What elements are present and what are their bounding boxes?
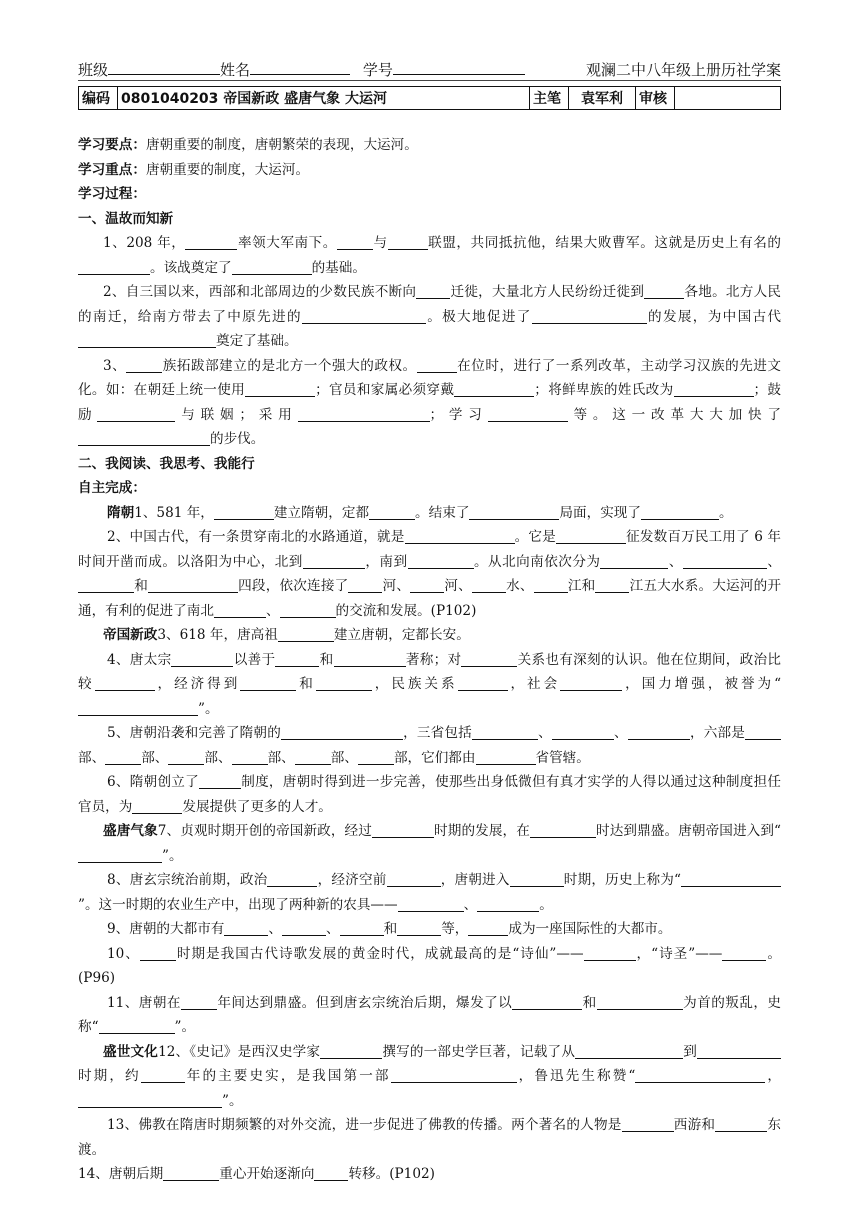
fill-blank[interactable] (141, 1066, 185, 1083)
question-text: 奠定了基础。 (216, 333, 298, 349)
question-text: ，六部是 (689, 725, 746, 741)
fill-blank[interactable] (398, 895, 464, 912)
fill-blank[interactable] (715, 1115, 767, 1132)
question-text: 10、 (107, 945, 140, 962)
fill-blank[interactable] (280, 601, 336, 618)
fill-blank[interactable] (78, 576, 134, 593)
fill-blank[interactable] (595, 576, 629, 593)
fill-blank[interactable] (745, 723, 781, 740)
fill-blank[interactable] (105, 748, 141, 765)
question-text: 四段，依次连接了 (237, 578, 349, 594)
fill-blank[interactable] (232, 748, 268, 765)
question-text: 8、唐玄宗统治前期，政治 (107, 872, 268, 888)
fill-blank[interactable] (469, 503, 559, 520)
question-text: 与联姻；采用 (175, 406, 298, 423)
question-text: ，三省包括 (402, 725, 472, 741)
fill-blank[interactable] (472, 576, 506, 593)
question-text: ；鼓励 (78, 382, 782, 423)
fill-blank[interactable] (132, 797, 182, 814)
fill-blank[interactable] (348, 576, 382, 593)
question-text: 、 (668, 553, 683, 570)
question-text: 和 (134, 578, 148, 594)
question-text: 和 (296, 676, 316, 692)
question-text: 征发数百万民工用了 6 年时间开凿而成。以洛阳为中心，北到 (78, 529, 781, 570)
fill-blank[interactable] (214, 601, 266, 618)
question-text: 时期，约 (78, 1068, 141, 1084)
fill-blank[interactable] (584, 944, 636, 961)
school-title: 观澜二中八年级上册历社学案 (585, 61, 781, 79)
question-text: 各地。北方人民的南迁，给南方带去了中原先进的 (78, 284, 782, 325)
fill-blank[interactable] (78, 1091, 222, 1108)
fill-blank[interactable] (295, 748, 331, 765)
question-text: 以善于 (233, 651, 276, 668)
question-text: 3、618 年，唐高祖 (157, 627, 278, 643)
question-text: 部、 (330, 749, 358, 766)
question-1-2 (78, 280, 781, 354)
review-label: 审核 (636, 87, 675, 110)
question-1-1 (78, 231, 781, 280)
fill-blank[interactable] (337, 233, 373, 250)
question-text: 部、 (141, 749, 169, 766)
question-text: 和 (582, 994, 597, 1011)
fill-blank[interactable] (405, 527, 515, 544)
question-text: 2、自三国以来，西部和北部周边的少数民族不断向 (103, 284, 417, 300)
question-2-10 (78, 942, 781, 991)
fill-blank[interactable] (556, 527, 626, 544)
question-text: ”。这一时期的农业生产中，出现了两种新的农具—— (78, 896, 398, 913)
focus-text: 唐朝重要的制度，大运河。 (145, 161, 310, 178)
fill-blank[interactable] (282, 919, 326, 936)
fill-blank[interactable] (240, 674, 296, 691)
question-2-14 (78, 1162, 781, 1187)
fill-blank[interactable] (644, 282, 684, 299)
question-text: 5、唐朝沿袭和完善了隋朝的 (107, 725, 281, 741)
fill-blank[interactable] (95, 674, 155, 691)
fill-blank[interactable] (267, 870, 317, 887)
question-text: 江和 (567, 578, 596, 594)
fill-blank[interactable] (388, 233, 428, 250)
question-text: 水、 (505, 578, 534, 594)
fill-blank[interactable] (560, 674, 622, 691)
question-text: 年间达到鼎盛。但到唐玄宗统治后期，爆发了以 (216, 994, 513, 1011)
fill-blank[interactable] (340, 919, 384, 936)
question-text: 时期，历史上称为“ (563, 872, 682, 888)
fill-blank[interactable] (245, 380, 315, 397)
fill-blank[interactable] (358, 748, 394, 765)
id-label: 学号 (362, 61, 393, 79)
question-text: 族拓跋部建立的是北方一个强大的政权。 (162, 357, 417, 374)
fill-blank[interactable] (454, 380, 534, 397)
question-text: ；官员和家属必须穿戴 (315, 382, 455, 398)
question-text: 14、唐朝后期 (78, 1166, 164, 1182)
fill-blank[interactable] (78, 429, 210, 446)
fill-blank[interactable] (78, 331, 216, 348)
author-label: 主笔 (530, 87, 569, 110)
name-blank[interactable] (250, 59, 350, 75)
header-line (78, 58, 781, 81)
fill-blank[interactable] (477, 895, 539, 912)
question-text: 撰写的一部史学巨著，记载了从 (382, 1043, 576, 1060)
question-text: ，唐朝进入 (440, 872, 510, 888)
tag-shengtang: 盛唐气象 (103, 823, 158, 839)
question-2-11 (78, 991, 781, 1040)
question-text: 。 (539, 896, 553, 913)
fill-blank[interactable] (416, 282, 450, 299)
question-text: 部，它们都由 (393, 749, 476, 766)
fill-blank[interactable] (181, 993, 217, 1010)
question-text: ，鲁迅先生称赞“ (516, 1068, 636, 1084)
fill-blank[interactable] (320, 1042, 382, 1059)
question-text: 4、唐太宗 (107, 651, 172, 668)
section-1-title: 一、温故而知新 (78, 210, 174, 227)
class-label: 班级 (78, 61, 109, 79)
question-text: 部、 (78, 749, 106, 766)
fill-blank[interactable] (628, 723, 690, 740)
question-text: 1、208 年， (103, 235, 186, 251)
question-text: 转移。(P102) (348, 1166, 435, 1182)
question-2-8 (78, 868, 781, 917)
focus (78, 158, 781, 183)
question-text: 发展提供了更多的人才。 (182, 798, 332, 815)
fill-blank[interactable] (532, 307, 647, 324)
question-text: 、 (537, 725, 552, 741)
fill-blank[interactable] (99, 1017, 175, 1034)
question-text: 省管辖。 (535, 749, 590, 766)
question-text: 率领大军南下。 (237, 235, 337, 251)
fill-blank[interactable] (303, 552, 365, 569)
worksheet-page (78, 58, 781, 1187)
question-text: 局面，实现了 (559, 504, 641, 521)
tag-wenhua: 盛世文化 (103, 1043, 159, 1060)
question-text: ，经济空前 (317, 872, 387, 888)
question-text: 。从北向南依次分为 (473, 553, 601, 570)
fill-blank[interactable] (369, 503, 415, 520)
fill-blank[interactable] (278, 625, 334, 642)
question-text: ， (765, 1068, 782, 1084)
question-text: 时达到鼎盛。唐朝帝国进入到“ (595, 823, 782, 839)
fill-blank[interactable] (199, 772, 241, 789)
question-text: 建立隋朝，定都 (273, 504, 370, 521)
key-points-text: 唐朝重要的制度，唐朝繁荣的表现，大运河。 (145, 137, 418, 153)
question-text: 。 (718, 504, 733, 521)
question-2-13 (78, 1113, 781, 1162)
question-text: ”。 (198, 700, 219, 717)
question-text: 、 (613, 725, 628, 741)
fill-blank[interactable] (681, 870, 781, 887)
fill-blank[interactable] (281, 723, 403, 740)
question-text: 13、佛教在隋唐时期频繁的对外交流，进一步促进了佛教的传播。两个著名的人物是 (107, 1117, 622, 1133)
question-text: 迁徙，大量北方人民纷纷迁徙到 (450, 284, 645, 300)
question-text: ，南到 (364, 553, 408, 570)
fill-blank[interactable] (171, 650, 233, 667)
fill-blank[interactable] (674, 380, 754, 397)
question-text: 西游和 (673, 1117, 716, 1133)
fill-blank[interactable] (163, 1164, 219, 1181)
fill-blank[interactable] (275, 650, 319, 667)
question-text: 等。这一改革大大加快了 (567, 406, 781, 423)
question-text: ，经济得到 (154, 676, 241, 692)
fill-blank[interactable] (575, 1042, 683, 1059)
fill-blank[interactable] (468, 919, 508, 936)
fill-blank[interactable] (397, 919, 441, 936)
fill-blank[interactable] (214, 503, 274, 520)
question-text: 1、581 年， (134, 504, 214, 521)
fill-blank[interactable] (488, 405, 568, 422)
question-text: 成为一座国际性的大都市。 (508, 921, 672, 937)
fill-blank[interactable] (387, 870, 441, 887)
key-points (78, 133, 781, 158)
question-text: ；学习 (429, 406, 488, 423)
question-text: 时期的发展，在 (433, 823, 530, 839)
id-blank[interactable] (393, 59, 525, 75)
fill-blank[interactable] (224, 919, 268, 936)
question-text: 。它是 (514, 529, 556, 545)
header-fields (78, 59, 525, 80)
fill-blank[interactable] (552, 723, 614, 740)
fill-blank[interactable] (641, 503, 719, 520)
question-text: 、 (268, 921, 282, 937)
question-text: 的基础。 (311, 259, 366, 276)
question-text: 年的主要史实，是我国第一部 (184, 1068, 391, 1084)
section-2-title: 二、我阅读、我思考、我能行 (78, 455, 255, 472)
question-text: ；将鲜卑族的姓氏改为 (534, 382, 674, 398)
focus-label: 学习重点： (78, 161, 146, 178)
question-1-3 (78, 354, 781, 452)
question-text: 著称；对 (405, 651, 462, 668)
name-label: 姓名 (220, 61, 251, 79)
self-complete-label: 自主完成： (78, 480, 146, 496)
question-text: ，“诗圣”—— (635, 945, 723, 962)
fill-blank[interactable] (140, 944, 176, 961)
question-text: 2、中国古代，有一条贯穿南北的水路通道，就是 (107, 529, 405, 545)
question-2-7 (78, 819, 781, 868)
fill-blank[interactable] (722, 944, 766, 961)
fill-blank[interactable] (168, 748, 204, 765)
fill-blank[interactable] (458, 674, 508, 691)
question-text: 、 (326, 921, 340, 937)
fill-blank[interactable] (512, 993, 582, 1010)
tag-sui: 隋朝 (107, 504, 135, 521)
question-text: 到 (683, 1043, 698, 1060)
question-2-9 (78, 917, 781, 942)
fill-blank[interactable] (298, 405, 430, 422)
question-text: 部、 (204, 749, 232, 766)
question-text: 江五大水系。大运河的开通，有利的促进了南北 (78, 578, 781, 619)
question-text: 、 (766, 553, 782, 570)
tag-xinzheng: 帝国新政 (103, 627, 158, 643)
fill-blank[interactable] (78, 846, 162, 863)
question-2-2 (78, 525, 781, 623)
question-text: 。(P96) (78, 945, 781, 986)
question-text: 。结束了 (415, 504, 470, 521)
fill-blank[interactable] (126, 356, 162, 373)
question-text: 河、 (444, 578, 472, 594)
question-text: 等， (441, 921, 469, 937)
question-text: 6、隋朝创立了 (107, 774, 199, 790)
question-text: 7、贞观时期开创的帝国新政，经过 (157, 823, 372, 839)
question-text: 时期是我国古代诗歌发展的黄金时代，成就最高的是“诗仙”—— (175, 945, 584, 962)
fill-blank[interactable] (97, 405, 175, 422)
fill-blank[interactable] (510, 870, 564, 887)
question-text: 和 (383, 921, 398, 937)
fill-blank[interactable] (472, 723, 538, 740)
question-text: ”。 (174, 1019, 196, 1035)
fill-blank[interactable] (597, 993, 683, 1010)
fill-blank[interactable] (232, 258, 312, 275)
fill-blank[interactable] (78, 258, 150, 275)
fill-blank[interactable] (185, 233, 237, 250)
fill-blank[interactable] (600, 552, 668, 569)
question-2-1 (78, 501, 781, 526)
question-2-5 (78, 721, 781, 770)
fill-blank[interactable] (302, 307, 426, 324)
question-text: 部、 (267, 749, 295, 766)
fill-blank[interactable] (534, 576, 568, 593)
fill-blank[interactable] (334, 650, 406, 667)
question-text: 与 (372, 235, 388, 251)
question-text: 关系也有深刻的认识。他在位期间，政治比较 (78, 651, 782, 692)
question-text: 的步伐。 (210, 431, 265, 447)
worksheet-content (78, 133, 781, 1187)
question-text: 建立唐朝，定都长安。 (333, 627, 470, 643)
question-text: 11、唐朝在 (107, 994, 181, 1011)
fill-blank[interactable] (148, 576, 238, 593)
fill-blank[interactable] (78, 699, 198, 716)
question-text: 河、 (382, 578, 411, 594)
review-value[interactable] (675, 87, 781, 110)
class-blank[interactable] (108, 59, 220, 75)
question-text: ，民族关系 (371, 676, 458, 692)
question-text: 3、 (103, 357, 127, 374)
question-text: 的交流和发展。(P102) (335, 602, 477, 619)
info-table (78, 86, 781, 110)
question-text: 联盟，共同抵抗他，结果大败曹军。这就是历史上有名的 (427, 235, 782, 251)
question-text: 、 (463, 896, 478, 913)
question-text: ，社会 (507, 676, 561, 692)
fill-blank[interactable] (461, 650, 517, 667)
question-2-12 (78, 1040, 781, 1114)
question-2-4 (78, 648, 781, 722)
author-value: 袁军利 (569, 87, 636, 110)
question-text: 在位时，进行了一系列改革，主动学习汉族的先进文化。如：在朝廷上统一使用 (78, 357, 782, 398)
question-text: ，国力增强，被誉为“ (622, 676, 782, 692)
question-2-6 (78, 770, 781, 819)
fill-blank[interactable] (476, 748, 536, 765)
fill-blank[interactable] (697, 1042, 781, 1059)
question-text: 东渡。 (78, 1117, 782, 1158)
fill-blank[interactable] (622, 1115, 674, 1132)
fill-blank[interactable] (530, 821, 596, 838)
question-text: 重心开始逐渐向 (219, 1166, 315, 1182)
code-label: 编码 (79, 87, 118, 110)
question-text: ”。 (162, 847, 183, 864)
fill-blank[interactable] (314, 1164, 348, 1181)
fill-blank[interactable] (417, 356, 457, 373)
process-label: 学习过程： (78, 186, 146, 202)
key-points-label: 学习要点： (78, 137, 146, 153)
question-text: 、 (265, 602, 280, 619)
question-text: 12、《史记》是西汉史学家 (158, 1043, 321, 1060)
fill-blank[interactable] (683, 552, 767, 569)
fill-blank[interactable] (316, 674, 372, 691)
question-text: 。该战奠定了 (150, 259, 232, 276)
question-text: 。极大地促进了 (425, 308, 532, 325)
question-2-3 (78, 623, 781, 648)
question-text: ”。 (222, 1092, 243, 1109)
fill-blank[interactable] (391, 1066, 517, 1083)
question-text: 9、唐朝的大都市有 (107, 921, 225, 937)
question-text: 和 (319, 651, 334, 668)
question-text: 为首的叛乱，史称“ (78, 994, 782, 1035)
fill-blank[interactable] (372, 821, 434, 838)
fill-blank[interactable] (408, 552, 474, 569)
fill-blank[interactable] (635, 1066, 765, 1083)
fill-blank[interactable] (410, 576, 444, 593)
question-text: 制度，唐朝时得到进一步完善，使那些出身低微但有真才实学的人得以通过这种制度担任官员，为 (78, 774, 781, 815)
code-value: 0801040203 帝国新政 盛唐气象 大运河 (118, 87, 530, 110)
question-text: 的发展，为中国古代 (646, 308, 782, 325)
